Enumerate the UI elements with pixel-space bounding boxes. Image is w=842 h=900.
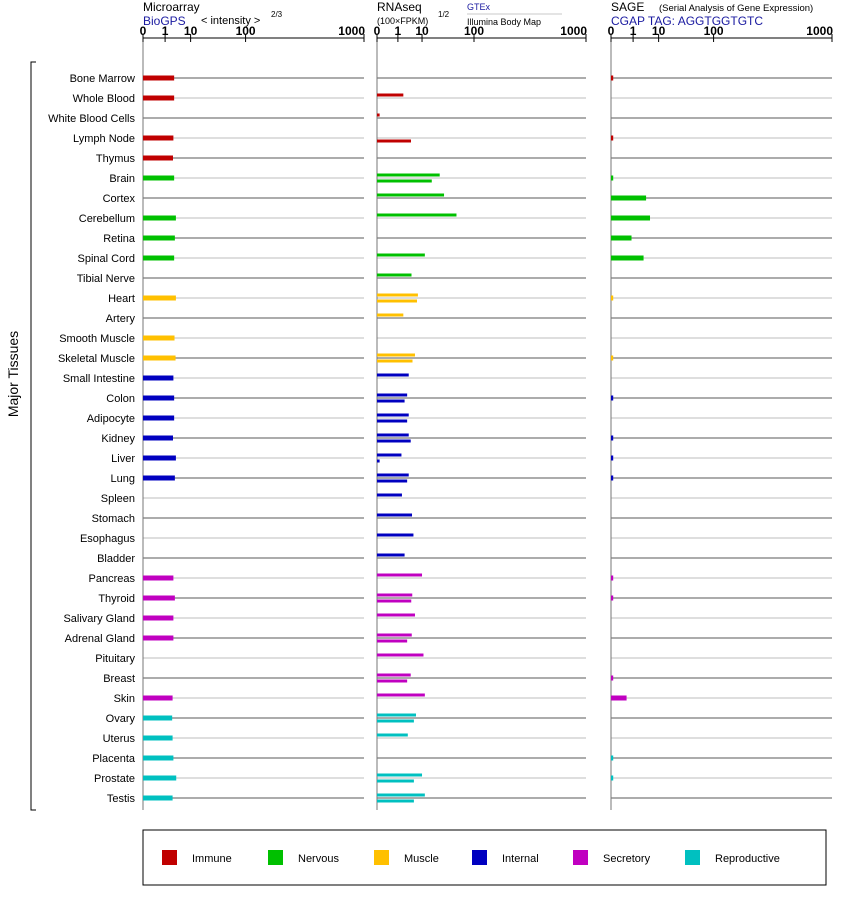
expression-bar (377, 494, 402, 497)
legend-label: Reproductive (715, 853, 780, 865)
expression-bar (611, 476, 613, 481)
tissue-label: Spleen (100, 493, 135, 505)
expression-bar (377, 114, 380, 117)
rnaseq-title: RNAseq (377, 0, 422, 14)
legend-swatch (374, 850, 389, 865)
tissue-label: Lymph Node (73, 133, 135, 145)
expression-bar (143, 436, 173, 441)
expression-bar (143, 356, 176, 361)
expression-bar (377, 394, 407, 397)
expression-bar (377, 180, 432, 183)
tissue-label: Artery (105, 313, 135, 325)
expression-bar (377, 374, 409, 377)
expression-bar (143, 576, 173, 581)
expression-bar (377, 474, 409, 477)
x-tick-label: 1000 (560, 24, 587, 38)
tissue-label: Pancreas (88, 573, 135, 585)
expression-bar (611, 456, 613, 461)
legend-swatch (472, 850, 487, 865)
legend-label: Internal (502, 853, 539, 865)
tissue-label: Small Intestine (62, 373, 135, 385)
tissue-label: Salivary Gland (63, 613, 135, 625)
expression-bar (143, 136, 173, 141)
legend-label: Muscle (404, 853, 439, 865)
expression-bar (143, 696, 173, 701)
tissue-label: Pituitary (95, 653, 135, 665)
expression-bar (143, 376, 173, 381)
grid-layer (143, 78, 832, 798)
expression-bar (377, 720, 414, 723)
expression-bar (611, 696, 627, 701)
expression-bar (611, 236, 632, 241)
x-tick-label: 0 (139, 24, 147, 38)
expression-bar (377, 460, 380, 463)
expression-bar (143, 396, 174, 401)
tissue-label: Cerebellum (78, 213, 135, 225)
tissue-label: Adipocyte (86, 413, 135, 425)
expression-bar (377, 774, 422, 777)
tissue-label: Skeletal Muscle (57, 353, 135, 365)
expression-bar (377, 714, 416, 717)
expression-bar (611, 256, 644, 261)
expression-bar (143, 336, 175, 341)
expression-bar (377, 354, 415, 357)
tissue-label: White Blood Cells (48, 113, 135, 125)
rnaseq-source-gtex: GTEx (467, 2, 491, 12)
tissue-label: Heart (108, 293, 135, 305)
expression-bar (143, 716, 172, 721)
expression-bar (377, 634, 412, 637)
tissue-label: Uterus (102, 733, 135, 745)
x-tick-label: 10 (183, 24, 198, 38)
expression-bar (377, 294, 418, 297)
tissue-label: Thyroid (98, 593, 135, 605)
expression-bar (377, 694, 425, 697)
expression-bar (377, 734, 408, 737)
tissue-label: Bone Marrow (69, 73, 135, 85)
expression-bar (143, 476, 175, 481)
expression-bar (377, 680, 407, 683)
expression-bar (143, 596, 175, 601)
tissue-label: Placenta (92, 753, 135, 765)
legend-swatch (573, 850, 588, 865)
y-axis-title: Major Tissues (5, 330, 21, 418)
expression-bar (377, 420, 407, 423)
expression-bar (143, 176, 174, 181)
expression-bar (143, 76, 174, 81)
expression-bar (143, 736, 173, 741)
legend-swatch (162, 850, 177, 865)
expression-bar (143, 796, 173, 801)
expression-bar (143, 756, 173, 761)
x-tick-label: 100 (703, 24, 724, 38)
tissue-label: Stomach (91, 513, 135, 525)
expression-bar (377, 434, 409, 437)
expression-bar (611, 176, 613, 181)
sage-title: SAGE (611, 0, 645, 14)
microarray-source: BioGPS (143, 14, 186, 28)
x-tick-label: 1000 (338, 24, 365, 38)
tissue-label: Esophagus (79, 533, 135, 545)
expression-bar (611, 356, 613, 361)
x-tick-label: 1 (394, 24, 402, 38)
expression-bar (143, 96, 174, 101)
expression-bar (611, 396, 613, 401)
x-tick-label: 0 (607, 24, 615, 38)
expression-bar (377, 414, 409, 417)
expression-bar (143, 416, 174, 421)
x-tick-label: 100 (463, 24, 485, 38)
tissue-label: Thymus (95, 153, 135, 165)
tissue-label: Whole Blood (72, 93, 135, 105)
legend-label: Secretory (603, 853, 651, 865)
tissue-label: Ovary (105, 713, 135, 725)
expression-bar (377, 214, 456, 217)
expression-bar (143, 256, 174, 261)
rnaseq-measure: (100×FPKM) (377, 16, 429, 26)
expression-bar (377, 794, 425, 797)
expression-bar (377, 514, 412, 517)
expression-bar (377, 640, 407, 643)
tissue-label: Breast (103, 673, 135, 685)
expression-bar (143, 616, 173, 621)
expression-bar (143, 216, 176, 221)
rnaseq-exponent: 1/2 (438, 10, 450, 19)
expression-bar (143, 156, 173, 161)
tissue-label: Skin (113, 693, 135, 705)
legend-label: Immune (192, 853, 232, 865)
expression-bar (377, 554, 405, 557)
expression-bar (377, 780, 414, 783)
tissue-label: Retina (103, 233, 135, 245)
legend-label: Nervous (298, 853, 339, 865)
expression-bar (377, 400, 405, 403)
expression-bar (611, 756, 613, 761)
expression-bar (611, 196, 646, 201)
expression-bar (377, 594, 412, 597)
x-tick-label: 1 (629, 24, 637, 38)
expression-bar (377, 140, 411, 143)
tissue-label: Kidney (101, 433, 135, 445)
x-tick-label: 1000 (806, 24, 833, 38)
expression-bar (377, 174, 440, 177)
expression-bar (611, 296, 613, 301)
expression-bar (611, 576, 613, 581)
tissue-label: Cortex (102, 193, 135, 205)
expression-bar (377, 654, 423, 657)
tissue-label: Colon (106, 393, 135, 405)
rnaseq-source-bodymap: Illumina Body Map (467, 17, 542, 27)
x-tick-label: 10 (415, 24, 429, 38)
expression-bar (143, 456, 176, 461)
expression-bar (377, 600, 411, 603)
tissue-label: Adrenal Gland (64, 633, 135, 645)
microarray-measure: < intensity > (201, 15, 261, 27)
legend-swatch (685, 850, 700, 865)
microarray-title: Microarray (143, 0, 200, 14)
expression-bar (377, 254, 425, 257)
expression-bar (143, 236, 175, 241)
x-tick-label: 1 (161, 24, 169, 38)
expression-bar (611, 76, 613, 81)
sage-subtitle: (Serial Analysis of Gene Expression) (659, 3, 814, 14)
expression-bar (377, 440, 411, 443)
x-tick-label: 0 (373, 24, 381, 38)
expression-bar (377, 674, 411, 677)
expression-bar (143, 636, 173, 641)
tissue-label: Tibial Nerve (76, 273, 135, 285)
expression-bar (377, 94, 403, 97)
legend-swatch (268, 850, 283, 865)
expression-bar (377, 800, 414, 803)
bars-layer (143, 76, 650, 803)
expression-bar (611, 136, 613, 141)
expression-bar (611, 596, 613, 601)
expression-bar (377, 454, 401, 457)
expression-bar (143, 776, 176, 781)
tissue-label: Brain (109, 173, 135, 185)
expression-bar (377, 314, 403, 317)
expression-bar (611, 436, 613, 441)
expression-bar (377, 360, 412, 363)
expression-bar (611, 216, 650, 221)
expression-bar (377, 300, 417, 303)
tissue-label: Lung (110, 473, 135, 485)
expression-bar (611, 676, 613, 681)
sage-source: CGAP TAG: AGGTGGTGTC (611, 14, 764, 28)
expression-bar (377, 274, 412, 277)
microarray-exponent: 2/3 (271, 10, 283, 19)
tissue-label: Spinal Cord (77, 253, 135, 265)
tissue-label: Prostate (94, 773, 135, 785)
tissue-label: Bladder (97, 553, 135, 565)
expression-bar (377, 194, 444, 197)
tissue-bracket (31, 62, 36, 810)
expression-bar (377, 614, 415, 617)
expression-bar (377, 534, 413, 537)
expression-bar (611, 776, 613, 781)
expression-bar (143, 296, 176, 301)
tissue-label: Smooth Muscle (59, 333, 135, 345)
tissue-label: Testis (106, 793, 135, 805)
tissue-label: Liver (111, 453, 135, 465)
x-tick-label: 100 (235, 24, 256, 38)
expression-bar (377, 574, 422, 577)
expression-bar (377, 480, 407, 483)
x-tick-label: 10 (651, 24, 666, 38)
